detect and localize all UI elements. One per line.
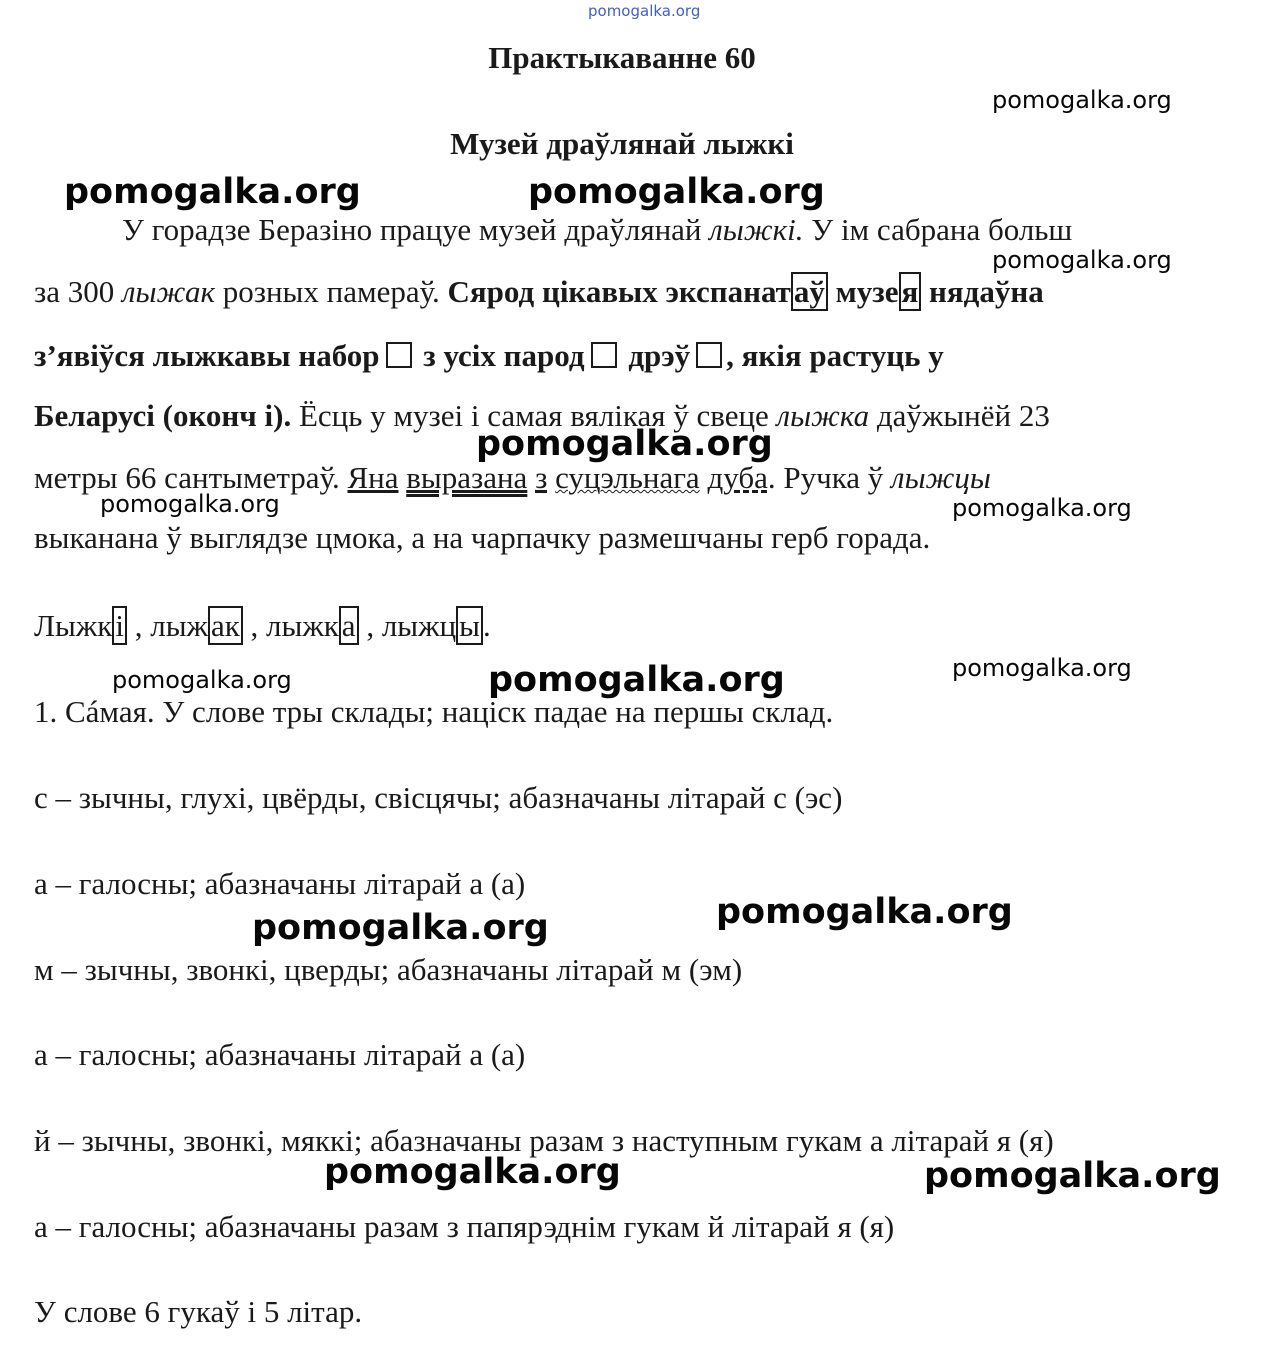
bold-text: нядаўна: [921, 274, 1044, 309]
text-run: . Ручка ў: [767, 460, 892, 495]
watermark: pomogalka.org: [324, 1152, 621, 1192]
boxed-ending: ы: [456, 606, 483, 645]
analysis-line-7: а – галосны; абазначаны разам з папярэднім гукам й літарай я (я): [34, 1209, 895, 1244]
watermark: pomogalka.org: [488, 660, 785, 700]
text-run: У горадзе Беразіно працуе музей драўлянай: [122, 212, 710, 247]
bold-text: дрэў: [620, 338, 691, 373]
watermark: pomogalka.org: [476, 424, 773, 464]
boxed-ending: ак: [208, 606, 243, 645]
analysis-line-8: У слове 6 гукаў і 5 літар.: [34, 1294, 363, 1329]
bold-text: музе: [827, 274, 899, 309]
empty-ending-box: [696, 342, 722, 368]
analysis-line-6: й – зычны, звонкі, мяккі; абазначаны разам з наступным гукам а літарай я (я): [34, 1123, 1054, 1158]
boxed-ending: а: [339, 606, 359, 645]
watermark: pomogalka.org: [252, 908, 549, 948]
bold-text: з усіх парод: [415, 338, 585, 373]
watermark: pomogalka.org: [924, 1156, 1221, 1196]
exercise-title: Практыкаванне 60: [488, 40, 756, 75]
watermark: pomogalka.org: [100, 490, 280, 518]
paragraph-line-3: [34, 336, 944, 376]
attribute-word: суцэльнага: [555, 460, 700, 495]
text-run: , лыжц: [358, 608, 457, 643]
predicate-word: выразана: [406, 460, 528, 495]
subject-word: Яна: [347, 460, 399, 495]
empty-ending-box: [386, 342, 412, 368]
empty-ending-box: [591, 342, 617, 368]
analysis-line-5: а – галосны; абазначаны літарай а (а): [34, 1037, 526, 1072]
analysis-line-3: а – галосны; абазначаны літарай а (а): [34, 866, 526, 901]
text-run: даўжынёй 23: [869, 398, 1050, 433]
text-run: Лыжк: [34, 608, 113, 643]
text-run: за 300: [34, 274, 123, 309]
boxed-ending: я: [899, 272, 922, 311]
watermark: pomogalka.org: [716, 892, 1013, 932]
text-run: , лыж: [126, 608, 208, 643]
italic-word: лыжцы: [891, 460, 991, 495]
boxed-ending: і: [112, 606, 127, 645]
italic-word: лыжка: [776, 398, 870, 433]
watermark: pomogalka.org: [952, 494, 1132, 522]
text-run: Ёсць у музеі і самая вялікая ў свеце: [291, 398, 777, 433]
text-run: метры 66 сантыметраў.: [34, 460, 348, 495]
preposition-word: з: [535, 460, 548, 495]
paragraph-line-2: [34, 272, 1044, 312]
text-run: , лыжк: [242, 608, 339, 643]
analysis-line-2: с – зычны, глухі, цвёрды, свісцячы; абазначаны літарай с (эс): [34, 780, 843, 815]
site-tag-watermark: pomogalka.org: [588, 2, 701, 20]
watermark: pomogalka.org: [992, 86, 1172, 114]
watermark: pomogalka.org: [528, 172, 825, 212]
bold-text: , якія растуць у: [726, 338, 944, 373]
object-word: дуба: [707, 460, 768, 495]
word-forms-line: [34, 606, 491, 646]
bold-text: з’явіўся лыжкавы набор: [34, 338, 380, 373]
watermark: pomogalka.org: [952, 654, 1132, 682]
italic-word: лыжкі.: [709, 212, 804, 247]
bold-text: Сярод цікавых экспанат: [447, 274, 791, 309]
text-run: У ім сабрана больш: [803, 212, 1073, 247]
text-run: розных памераў.: [214, 274, 448, 309]
analysis-line-1: 1. Сáмая. У слове тры склады; націск падае на першы склад.: [34, 694, 834, 729]
analysis-line-4: м – зычны, звонкі, цверды; абазначаны літарай м (эм): [34, 952, 743, 987]
boxed-ending: аў: [791, 272, 828, 311]
watermark: pomogalka.org: [992, 246, 1172, 274]
watermark: pomogalka.org: [64, 172, 361, 212]
italic-word: лыжак: [122, 274, 215, 309]
paragraph-line-1: [122, 210, 1072, 250]
bold-text: Беларусі (оконч і).: [34, 398, 292, 433]
watermark: pomogalka.org: [112, 666, 292, 694]
text-title: Музей драўлянай лыжкі: [450, 126, 794, 161]
text-run: .: [482, 608, 491, 643]
paragraph-line-6: выканана ў выглядзе цмока, а на чарпачку размешчаны герб горада.: [34, 520, 931, 555]
